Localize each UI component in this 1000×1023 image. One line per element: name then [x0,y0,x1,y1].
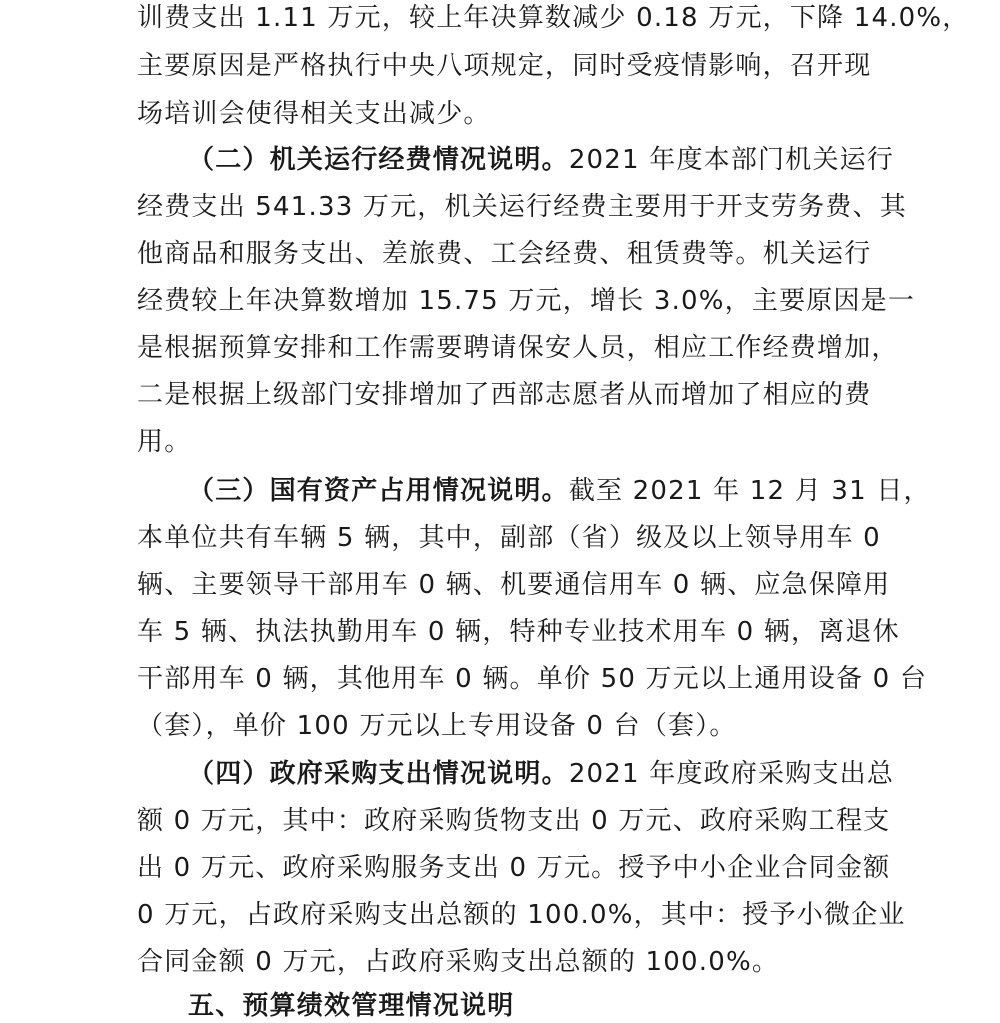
paragraph-line: 干部用车 0 辆，其他用车 0 辆。单价 50 万元以上通用设备 0 台 [137,664,928,694]
section-5-heading: 五、预算绩效管理情况说明 [188,991,515,1021]
section-3-first-line-text: 截至 2021 年 12 月 31 日， [568,476,931,506]
paragraph-line: 是根据预算安排和工作需要聘请保安人员，相应工作经费增加， [137,333,899,363]
section-4-first-line-text: 2021 年度政府采购支出总 [568,759,895,789]
paragraph-line: 额 0 万元，其中：政府采购货物支出 0 万元、政府采购工程支 [137,806,891,836]
section-3-first-line [188,476,931,506]
section-2-first-line [188,145,894,175]
section-2-title: （二）机关运行经费情况说明。 [188,145,569,175]
paragraph-line: 合同金额 0 万元，占政府采购支出总额的 100.0%。 [137,947,780,977]
section-2-first-line-text: 2021 年度本部门机关运行 [568,145,895,175]
paragraph-line: 用。 [137,427,192,457]
section-3-title: （三）国有资产占用情况说明。 [188,476,569,506]
paragraph-line: 他商品和服务支出、差旅费、工会经费、租赁费等。机关运行 [137,239,872,269]
paragraph-line: 辆、主要领导干部用车 0 辆、机要通信用车 0 辆、应急保障用 [137,570,891,600]
paragraph-line: 训费支出 1.11 万元，较上年决算数减少 0.18 万元，下降 14.0%， [137,3,970,33]
paragraph-line: 经费较上年决算数增加 15.75 万元，增长 3.0%，主要原因是一 [137,286,916,316]
paragraph-line: 0 万元，占政府采购支出总额的 100.0%，其中：授予小微企业 [137,900,906,930]
paragraph-line: 主要原因是严格执行中央八项规定，同时受疫情影响，召开现 [137,51,872,81]
paragraph-line: 本单位共有车辆 5 辆，其中，副部（省）级及以上领导用车 0 [137,523,881,553]
section-4-first-line [188,759,894,789]
section-4-title: （四）政府采购支出情况说明。 [188,759,569,789]
paragraph-line: 车 5 辆、执法执勤用车 0 辆，特种专业技术用车 0 辆，离退休 [137,617,900,647]
paragraph-line: 经费支出 541.33 万元，机关运行经费主要用于开支劳务费、其 [137,192,907,222]
paragraph-line: 场培训会使得相关支出减少。 [137,99,491,129]
paragraph-line: 二是根据上级部门安排增加了西部志愿者从而增加了相应的费 [137,380,872,410]
paragraph-line: （套），单价 100 万元以上专用设备 0 台（套）。 [137,711,737,741]
paragraph-line: 出 0 万元、政府采购服务支出 0 万元。授予中小企业合同金额 [137,853,891,883]
